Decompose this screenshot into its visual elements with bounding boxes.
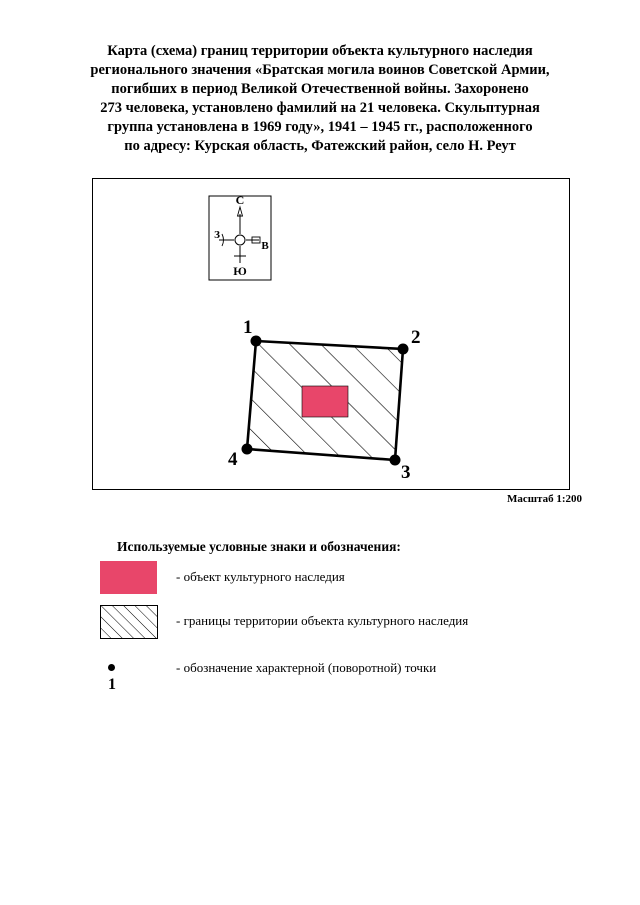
compass-center-icon [235, 235, 245, 245]
point-4-marker [242, 444, 253, 455]
point-3-marker [390, 455, 401, 466]
point-marker-label: 1 [108, 676, 116, 693]
legend-text: - границы территории объекта культурного наследия [176, 613, 469, 628]
point-2-label: 2 [411, 327, 421, 348]
hatched-swatch [100, 605, 158, 639]
scale-label: Масштаб 1:200 [506, 493, 582, 505]
point-1-label: 1 [243, 317, 253, 338]
title-line: 273 человека, установлено фамилий на 21 человека. Скульптурная [100, 100, 540, 116]
title-line: Карта (схема) границ территории объекта культурного наследия [107, 43, 533, 59]
legend-text: - обозначение характерной (поворотной) точки [176, 660, 437, 675]
title-line: регионального значения «Братская могила воинов Советской Армии, [90, 62, 550, 78]
legend-title: Используемые условные знаки и обозначения: [117, 539, 401, 554]
compass-west-label: З [214, 229, 220, 241]
compass-east-label: В [261, 240, 269, 252]
legend-text: - объект культурного наследия [176, 569, 345, 584]
point-3-label: 3 [401, 462, 411, 483]
map-canvas [93, 179, 569, 489]
heritage-object [302, 386, 348, 417]
title-line: погибших в период Великой Отечественной войны. Захоронено [111, 81, 529, 97]
point-2-marker [398, 344, 409, 355]
map-frame [92, 178, 570, 490]
title-line: по адресу: Курская область, Фатежский район, село Н. Реут [124, 138, 516, 154]
point-dot-icon [108, 664, 115, 671]
compass-rose [209, 193, 271, 280]
point-marker [108, 658, 117, 694]
compass-north-label: С [235, 193, 245, 207]
map-title [60, 42, 580, 156]
compass-south-label: Ю [233, 264, 247, 278]
title-line: группа установлена в 1969 году», 1941 – 1945 гг., расположенного [107, 119, 533, 135]
point-4-label: 4 [228, 449, 238, 470]
object-swatch [100, 561, 157, 594]
